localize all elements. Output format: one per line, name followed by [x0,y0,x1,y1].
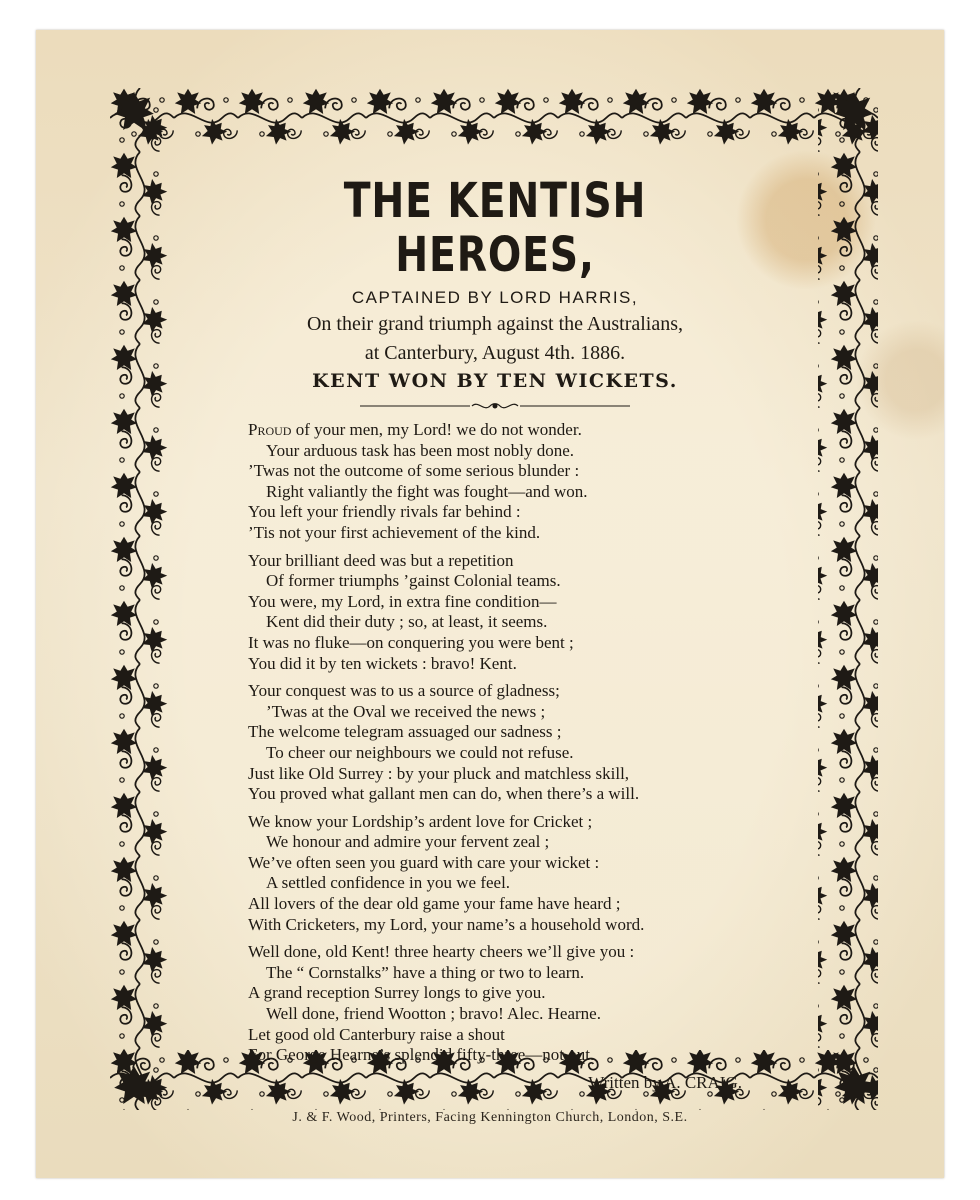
poem-line: Proud of your men, my Lord! we do not wonder. [248,420,582,439]
poem-line: The “ Cornstalks” have a thing or two to learn. [266,962,585,982]
poem-line: Your brilliant deed was but a repetition [248,550,514,570]
stanza-3 [248,681,790,805]
occasion-line-1: On their grand triumph against the Australians, [306,313,684,335]
poem-line: ’Twas at the Oval we received the news ; [266,701,546,721]
poem-line: With Cricketers, my Lord, your name’s a household word. [248,914,645,934]
printer-imprint: J. & F. Wood, Printers, Facing Kennington Church, London, S.E. [292,1110,688,1125]
poem-line: A grand reception Surrey longs to give you. [248,983,546,1003]
poem-line: You proved what gallant men can do, when there’s a will. [248,784,640,804]
poem-line: Kent did their duty ; so, at least, it seems. [266,612,548,632]
poem-line: Well done, old Kent! three hearty cheers we’ll give you : [248,942,635,962]
ornamental-rule [200,400,790,412]
poem-line: We know your Lordship’s ardent love for Cricket ; [248,811,593,831]
poem-line: It was no fluke—on conquering you were bent ; [248,632,574,652]
poem-line: A settled confidence in you we feel. [266,873,511,893]
broadside-content [200,160,790,1093]
poem [248,420,790,1066]
poem-line: We’ve often seen you guard with care your wicket : [248,852,600,872]
occasion-line-2: at Canterbury, August 4th. 1886. [364,342,626,364]
match-result: KENT WON BY TEN WICKETS. [312,370,678,392]
poem-line: Right valiantly the fight was fought—and won. [266,481,588,501]
stanza-4 [248,812,790,936]
poem-line: To cheer our neighbours we could not refuse. [266,742,574,762]
poem-line: You left your friendly rivals far behind : [248,502,521,522]
page-title: THE KENTISH HEROES, [343,173,647,283]
poem-line: ’Twas not the outcome of some serious blunder : [248,461,580,481]
poem-line: Your conquest was to us a source of gladness; [248,681,560,701]
poem-line: Let good old Canterbury raise a shout [248,1024,505,1044]
poem-line: For George Hearne’s splendid fifty-three—not out. [248,1045,595,1065]
poem-line: All lovers of the dear old game your fame have heard ; [248,894,621,914]
stanza-5 [248,942,790,1066]
stanza-1 [248,420,790,544]
author-signature: Written by A. CRAIG. [588,1072,742,1092]
poem-line: Well done, friend Wootton ; bravo! Alec. Hearne. [266,1004,601,1024]
poem-line: We honour and admire your fervent zeal ; [266,832,550,852]
poem-line: You did it by ten wickets : bravo! Kent. [248,653,517,673]
poem-line: The welcome telegram assuaged our sadness ; [248,722,562,742]
first-word: Proud [248,420,292,439]
poem-line: Just like Old Surrey : by your pluck and matchless skill, [248,763,630,783]
subtitle: CAPTAINED BY LORD HARRIS, [351,288,639,307]
stanza-2 [248,551,790,675]
poem-line: ’Tis not your first achievement of the kind. [248,522,541,542]
poem-line: You were, my Lord, in extra fine condition— [248,591,557,611]
poem-line: Of former triumphs ’gainst Colonial teams. [266,571,561,591]
poem-line: Your arduous task has been most nobly done. [266,440,575,460]
